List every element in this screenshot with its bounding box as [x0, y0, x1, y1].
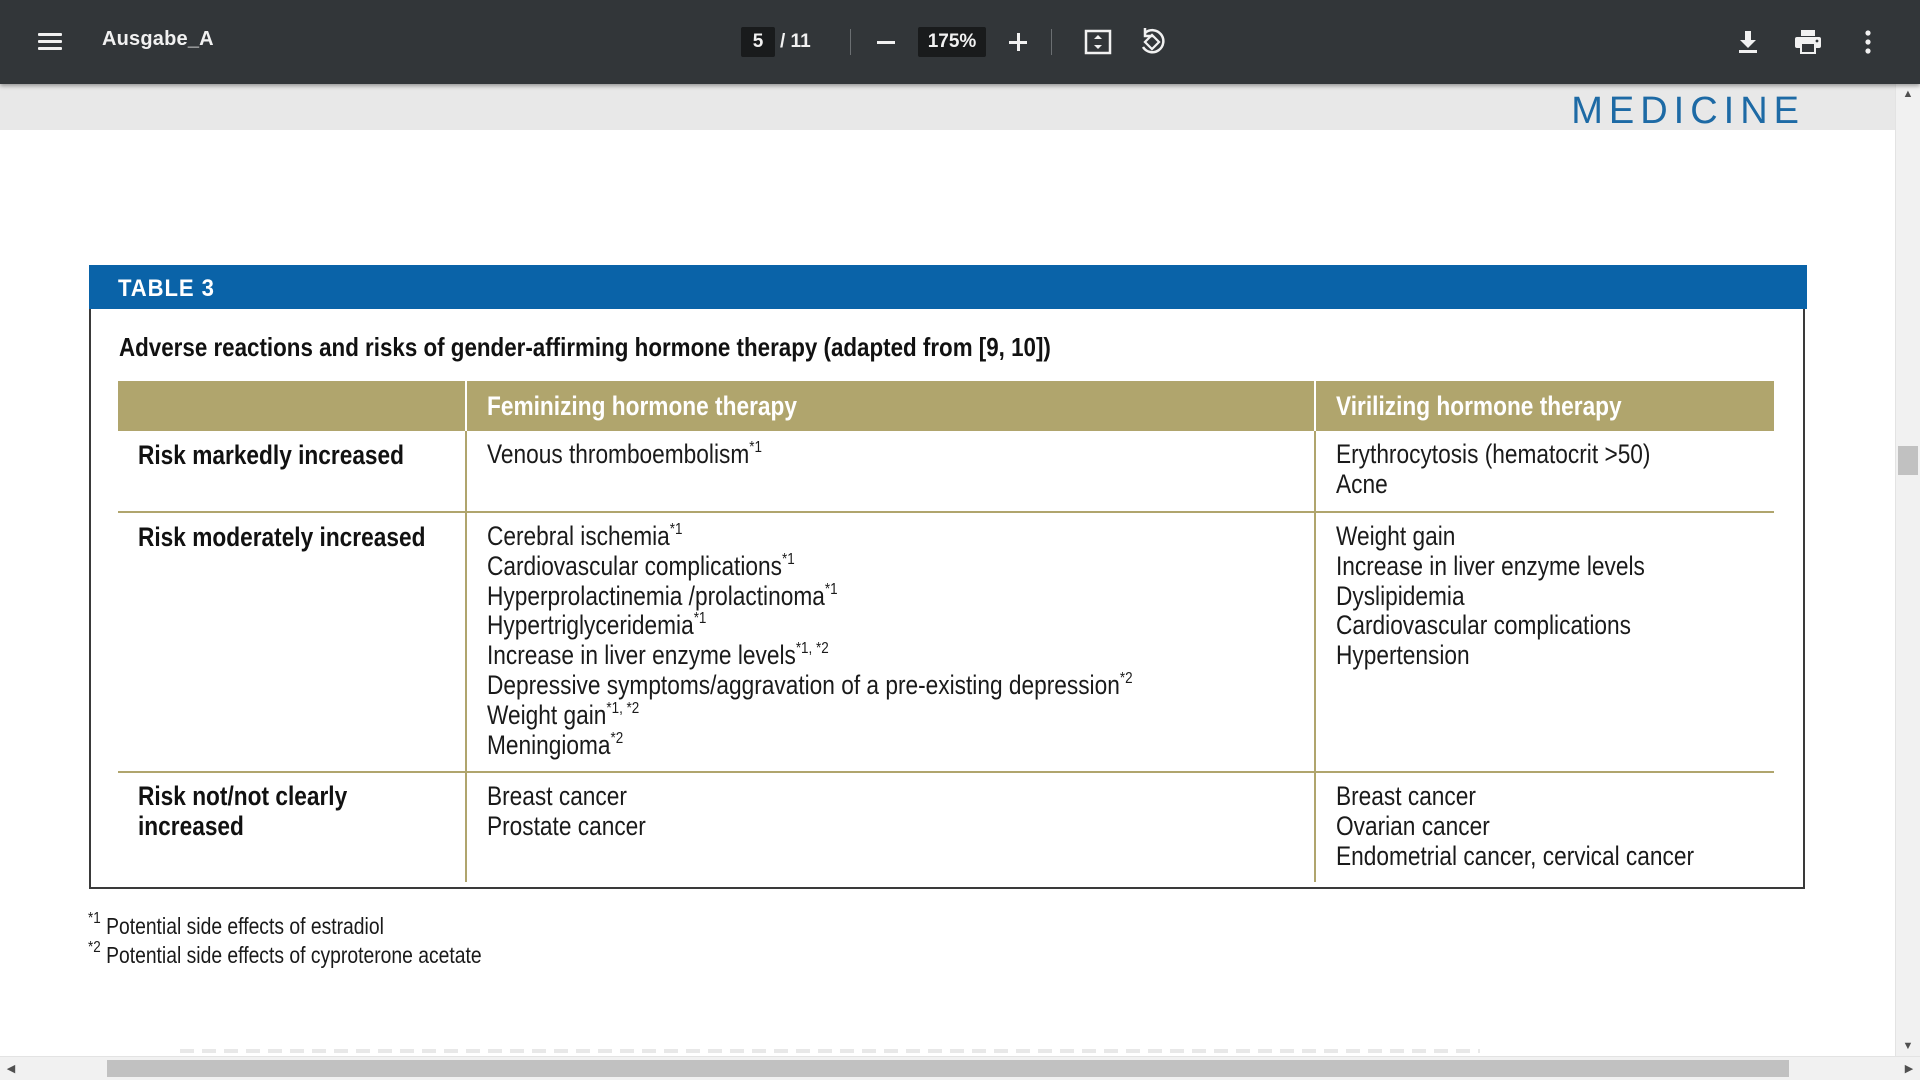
- pdf-toolbar: [0, 0, 1920, 84]
- table-label: TABLE 3: [118, 275, 215, 302]
- virilizing-cell: [1314, 431, 1774, 511]
- zoom-level-input[interactable]: 175%: [918, 27, 986, 57]
- print-icon: [1794, 29, 1822, 55]
- row-header: Risk markedly increased: [138, 440, 405, 470]
- plus-icon: [1009, 33, 1027, 51]
- rotate-icon: [1137, 27, 1167, 57]
- list-item: Meningioma$^{*2}$: [487, 729, 624, 760]
- scroll-right-arrow-icon[interactable]: ▶: [1904, 1063, 1914, 1075]
- print-button[interactable]: [1786, 22, 1830, 62]
- list-item: Acne: [1336, 468, 1388, 499]
- zoom-in-button[interactable]: [996, 22, 1040, 62]
- toolbar-divider: [1051, 29, 1052, 55]
- horizontal-scroll-thumb[interactable]: [107, 1060, 1789, 1077]
- list-item: Hypertriglyceridemia$^{*1}$: [487, 610, 707, 641]
- table-label-bar: [89, 265, 1807, 309]
- column-header-virilizing: Virilizing hormone therapy: [1314, 381, 1774, 431]
- row-header: Risk not/not clearly increased: [138, 781, 348, 841]
- list-item: Dyslipidemia: [1336, 580, 1465, 611]
- minus-icon: [877, 41, 895, 44]
- page-number-input[interactable]: 5: [741, 27, 775, 57]
- row-header: Risk moderately increased: [138, 522, 426, 552]
- virilizing-cell: [1314, 773, 1774, 882]
- download-icon: [1736, 29, 1760, 55]
- table-header-row: [118, 381, 1774, 431]
- vertical-scrollbar[interactable]: [1895, 84, 1920, 1056]
- virilizing-cell: [1314, 513, 1774, 771]
- hamburger-menu-icon: [38, 33, 62, 51]
- list-item: Prostate cancer: [487, 810, 646, 841]
- footnote: $^{*1}$ Potential side effects of estradiol: [88, 910, 384, 939]
- column-header-empty: [118, 381, 465, 431]
- document-title: Ausgabe_A: [102, 28, 214, 50]
- list-item: Ovarian cancer: [1336, 810, 1490, 841]
- list-item: Hypertension: [1336, 640, 1470, 671]
- document-page: [0, 84, 1895, 1056]
- zoom-out-button[interactable]: [864, 22, 908, 62]
- rotate-button[interactable]: [1130, 22, 1174, 62]
- table-row: [118, 431, 1774, 511]
- scroll-left-arrow-icon[interactable]: ◀: [6, 1063, 16, 1075]
- column-header-feminizing: Feminizing hormone therapy: [465, 381, 1314, 431]
- journal-header: MEDICINE: [1571, 90, 1805, 132]
- feminizing-cell: [465, 513, 1314, 771]
- menu-button[interactable]: [28, 22, 72, 62]
- more-options-button[interactable]: [1846, 22, 1890, 62]
- vertical-scroll-thumb[interactable]: [1898, 446, 1918, 475]
- list-item: Hyperprolactinemia /prolactinoma$^{*1}$: [487, 580, 838, 611]
- table-footnotes: [88, 912, 557, 970]
- table-row: [118, 511, 1774, 771]
- next-text-line-fragment: [180, 1049, 1480, 1053]
- fit-to-page-icon: [1084, 29, 1112, 55]
- list-item: Cardiovascular complications: [1336, 610, 1631, 641]
- list-item: Cardiovascular complications$^{*1}$: [487, 550, 795, 581]
- list-item: Breast cancer: [1336, 781, 1476, 811]
- page-total: / 11: [780, 31, 811, 52]
- fit-to-page-button[interactable]: [1076, 22, 1120, 62]
- feminizing-cell: [465, 773, 1314, 882]
- list-item: Weight gain$^{*1, *2}$: [487, 699, 640, 730]
- adverse-reactions-table: [118, 381, 1774, 882]
- list-item: Depressive symptoms/aggravation of a pre-existing depression$^{*2}$: [487, 669, 1133, 700]
- list-item: Breast cancer: [487, 781, 627, 811]
- scroll-down-arrow-icon[interactable]: ▼: [1902, 1040, 1914, 1052]
- table-3: [89, 265, 1805, 889]
- scroll-up-arrow-icon[interactable]: ▲: [1902, 88, 1914, 100]
- horizontal-scrollbar[interactable]: [0, 1056, 1920, 1080]
- toolbar-divider: [850, 29, 851, 55]
- more-vertical-icon: [1864, 30, 1872, 54]
- list-item: Increase in liver enzyme levels: [1336, 550, 1645, 581]
- download-button[interactable]: [1726, 22, 1770, 62]
- list-item: Cerebral ischemia$^{*1}$: [487, 521, 683, 551]
- feminizing-cell: [465, 431, 1314, 511]
- footnote: $^{*2}$ Potential side effects of cyproterone acetate: [88, 939, 482, 968]
- table-row: [118, 771, 1774, 882]
- list-item: Erythrocytosis (hematocrit >50): [1336, 439, 1651, 469]
- list-item: Weight gain: [1336, 521, 1456, 551]
- table-caption: Adverse reactions and risks of gender-affirming hormone therapy (adapted from [9, 10]): [119, 332, 1051, 362]
- list-item: Venous thromboembolism$^{*1}$: [487, 439, 762, 469]
- list-item: Endometrial cancer, cervical cancer: [1336, 840, 1694, 871]
- list-item: Increase in liver enzyme levels$^{*1, *2}$: [487, 640, 829, 671]
